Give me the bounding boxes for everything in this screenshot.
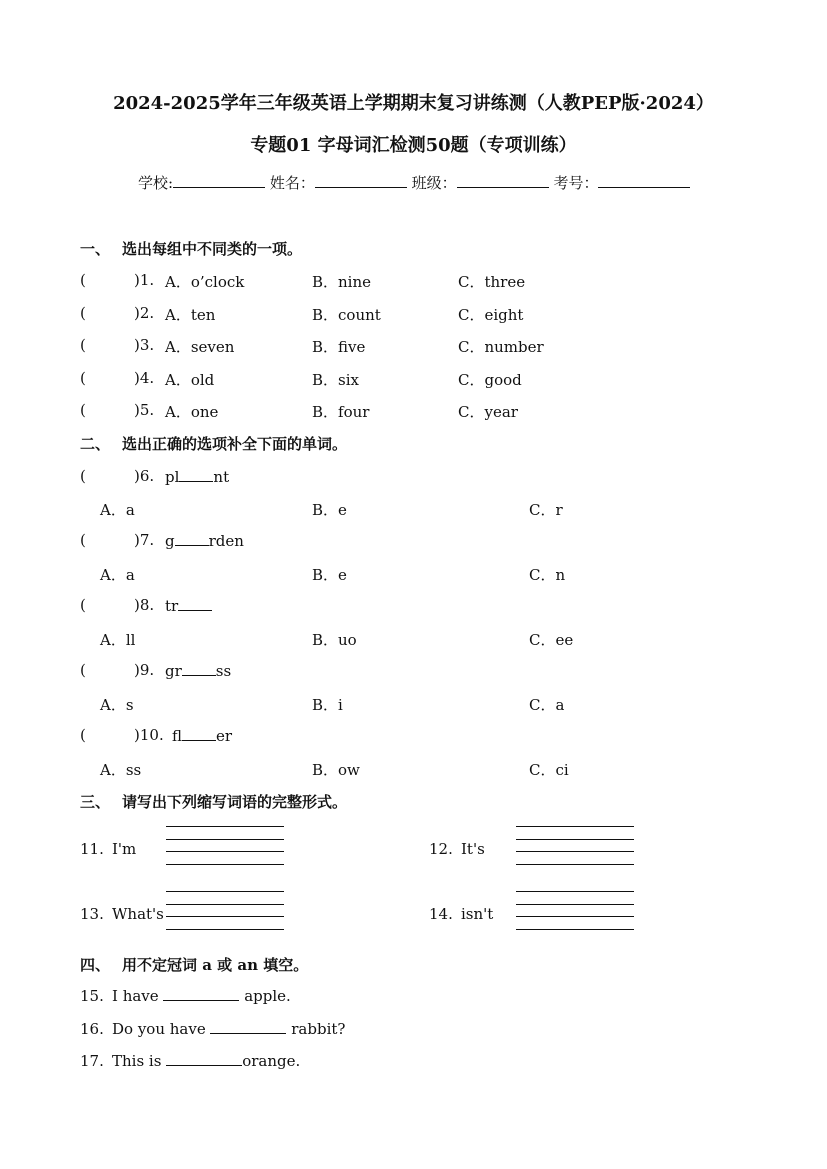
section-instruction: 用不定冠词 a 或 an 填空。 (122, 956, 309, 974)
answer-paren[interactable]: ( (80, 661, 86, 679)
article-blank[interactable] (210, 1019, 286, 1034)
student-info-line (138, 172, 690, 193)
word-blank[interactable] (175, 531, 209, 546)
sentence-start: Do you have (112, 1020, 211, 1038)
document-title: 2024-2025学年三年级英语上学期期末复习讲练测（人教PEP版·2024） (113, 93, 714, 114)
word-stem: gr ss (165, 662, 232, 680)
name-blank[interactable] (315, 173, 407, 188)
question-number: )7. (134, 531, 155, 549)
question-number: )6. (134, 467, 155, 485)
answer-paren[interactable]: ( (80, 467, 86, 485)
question-number: )1. (134, 271, 155, 289)
word-blank[interactable] (179, 467, 213, 482)
part4-question-15 (80, 986, 291, 1005)
option-c: C．eight (458, 306, 524, 324)
part4-question-17 (80, 1051, 300, 1070)
option-c: C．number (458, 338, 544, 356)
option-a: A．one (165, 403, 219, 421)
option-c: C．year (458, 403, 518, 421)
answer-lines[interactable] (166, 891, 284, 941)
option-c: C．ci (529, 761, 569, 779)
part4-question-16 (80, 1019, 345, 1038)
question-number: 15. (80, 987, 104, 1005)
option-b: B．ow (312, 761, 360, 779)
sentence-end: rabbit? (286, 1020, 346, 1038)
option-b: B．five (312, 338, 366, 356)
exam-number-label: 考号： (553, 174, 599, 192)
section-instruction: 选出每组中不同类的一项。 (122, 240, 303, 258)
contraction-word: I'm (112, 840, 137, 858)
article-blank[interactable] (163, 986, 239, 1001)
exam-number-blank[interactable] (598, 173, 690, 188)
option-b: B．uo (312, 631, 357, 649)
section-number: 四、 (80, 956, 111, 974)
section-4-heading (80, 954, 308, 975)
answer-paren[interactable]: ( (80, 369, 86, 387)
answer-paren[interactable]: ( (80, 271, 86, 289)
question-number: )3. (134, 336, 155, 354)
word-blank[interactable] (178, 596, 212, 611)
answer-paren[interactable]: ( (80, 336, 86, 354)
question-number: )2. (134, 304, 155, 322)
question-number: )5. (134, 401, 155, 419)
question-number: )4. (134, 369, 155, 387)
answer-paren[interactable]: ( (80, 401, 86, 419)
section-2-heading (80, 433, 347, 454)
sentence-end: apple. (239, 987, 291, 1005)
option-b: B．nine (312, 273, 372, 291)
answer-lines[interactable] (516, 891, 634, 941)
contraction-word: isn't (461, 905, 494, 923)
question-number: 16. (80, 1020, 104, 1038)
option-c: C．ee (529, 631, 574, 649)
question-number: 17. (80, 1052, 104, 1070)
name-label: 姓名： (269, 174, 315, 192)
option-a: A．a (100, 501, 135, 519)
option-b: B．e (312, 566, 347, 584)
section-instruction: 选出正确的选项补全下面的单词。 (122, 435, 348, 453)
word-stem: g rden (165, 532, 244, 550)
option-a: A．ten (165, 306, 216, 324)
sentence-start: This is (112, 1052, 167, 1070)
school-label: 学校: (138, 174, 174, 192)
option-a: A．s (100, 696, 134, 714)
option-a: A．ll (100, 631, 136, 649)
section-1-heading (80, 238, 302, 259)
question-number: 13. (80, 905, 104, 923)
option-b: B．four (312, 403, 370, 421)
option-b: B．i (312, 696, 343, 714)
option-c: C．three (458, 273, 526, 291)
option-c: C．r (529, 501, 563, 519)
article-blank[interactable] (166, 1051, 242, 1066)
option-a: A．o’clock (165, 273, 245, 291)
word-stem: tr (165, 596, 212, 615)
option-c: C．a (529, 696, 565, 714)
section-number: 二、 (80, 435, 111, 453)
question-number: 12. (429, 840, 453, 858)
question-number: 14. (429, 905, 453, 923)
question-number: )9. (134, 661, 155, 679)
answer-lines[interactable] (166, 826, 284, 876)
section-3-heading (80, 791, 347, 812)
word-stem: pl nt (165, 468, 230, 486)
word-stem: fl er (172, 727, 233, 745)
section-number: 一、 (80, 240, 111, 258)
question-number: )8. (134, 596, 155, 614)
option-c: C．n (529, 566, 566, 584)
answer-paren[interactable]: ( (80, 726, 86, 744)
option-a: A．old (165, 371, 215, 389)
question-number: 11. (80, 840, 104, 858)
word-blank[interactable] (182, 726, 216, 741)
contraction-word: It's (461, 840, 485, 858)
answer-paren[interactable]: ( (80, 531, 86, 549)
sentence-end: orange. (242, 1052, 301, 1070)
option-b: B．six (312, 371, 359, 389)
option-c: C．good (458, 371, 522, 389)
option-a: A．seven (165, 338, 235, 356)
section-number: 三、 (80, 793, 111, 811)
section-instruction: 请写出下列缩写词语的完整形式。 (122, 793, 348, 811)
class-blank[interactable] (457, 173, 549, 188)
document-subtitle: 专题01 字母词汇检测50题（专项训练） (250, 135, 577, 156)
answer-lines[interactable] (516, 826, 634, 876)
question-number: )10. (134, 726, 164, 744)
option-b: B．e (312, 501, 347, 519)
school-blank[interactable] (173, 173, 265, 188)
class-label: 班级： (411, 174, 457, 192)
sentence-start: I have (112, 987, 164, 1005)
option-a: A．a (100, 566, 135, 584)
option-b: B．count (312, 306, 381, 324)
word-blank[interactable] (182, 661, 216, 676)
answer-paren[interactable]: ( (80, 596, 86, 614)
contraction-word: What's (112, 905, 164, 923)
option-a: A．ss (100, 761, 142, 779)
answer-paren[interactable]: ( (80, 304, 86, 322)
